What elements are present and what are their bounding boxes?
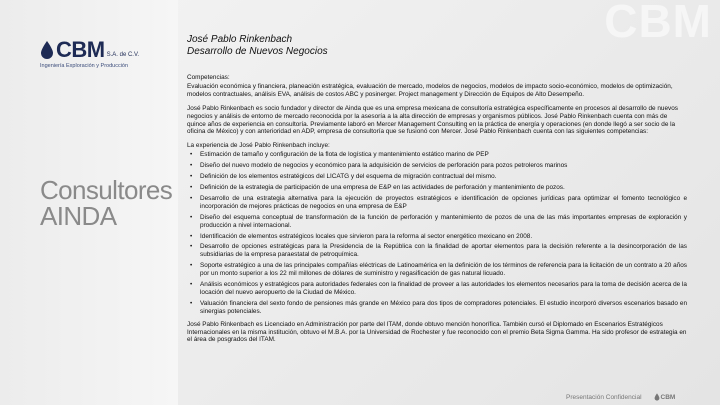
list-item: • Identificación de elementos estratégicos locales que sirvieron para la reforma al sector energético mexicano en 2008.	[187, 233, 687, 241]
footer	[566, 393, 675, 401]
experience-intro: La experiencia de José Pablo Rinkenbach incluye:	[187, 142, 330, 150]
oil-drop-icon	[40, 40, 54, 60]
person-name: José Pablo Rinkenbach	[187, 34, 293, 45]
list-item: • Análisis económicos y estratégicos para autoridades federales con la finalidad de proveer a las autoridades los elementos necesarios para la toma de decisión acerca de la locación del nuevo aeropuerto de la Ciudad de México.	[187, 281, 687, 297]
logo-suffix: S.A. de C.V.	[106, 52, 140, 58]
list-item: • Definición de la estrategia de participación de una empresa de E&P en las actividades de perforación y mantenimiento de pozos.	[187, 184, 687, 192]
consultores-ainda	[40, 177, 172, 229]
footer-brand	[654, 393, 676, 401]
logo-tagline: Ingeniería Exploración y Producción	[40, 63, 129, 69]
list-item: • Definición de los elementos estratégicos del LICATG y del esquema de migración contractual del mismo.	[187, 173, 687, 181]
bio-text: José Pablo Rinkenbach es socio fundador y director de Ainda que es una empresa mexicana de consultoría estratégica específicamente en procesos al desarrollo de nuevos negocios y análisis de entorno de mercado reconocida por la asesoría a la alta dirección de empresas y organismos públicos. José Pablo Rinkenbach cuenta con más de quince años de experiencia en consultoría. Previamente laboró en Mercer Management Consulting en la práctica de energía y operaciones (en donde llegó a ser socio de la oficina de México) y con anterioridad en ADP, empresa de consultoría que se fusionó con Mercer. José Pablo Rinkenbach cuenta con las siguientes competencias:	[187, 104, 678, 136]
list-item: • Diseño del nuevo modelo de negocios y económico para la adquisición de servicios de perforación para pozos petroleros marinos	[187, 162, 687, 170]
list-item: • Desarrollo de una estrategia alternativa para la ejecución de proyectos estratégicos e identificación de opciones jurídicas para optimizar el fomento tecnológico e incorporación de mejores prácticas de negocios en una empresa de E&P	[187, 195, 687, 211]
experience-list	[187, 151, 687, 315]
closing-text: José Pablo Rinkenbach es Licenciado en Administración por parte del ITAM, donde obtuvo mención honorífica. También cursó el Diplomado en Escenarios Estratégicos Internacionales en la misma institución, obtuvo el M.B.A. por la Universidad de Rochester y fue reconocido con el premio Beta Sigma Gamma. Ha sido profesor de estrategia en el área de posgrados del ITAM.	[187, 320, 687, 344]
cbm-watermark: CBM	[604, 0, 712, 47]
confidential-label: Presentación Confidencial	[566, 393, 642, 401]
footer-brand-text: CBM	[660, 393, 676, 401]
logo-row	[40, 37, 170, 62]
list-item: • Estimación de tamaño y configuración de la flota de logística y mantenimiento estático marino de PEP	[187, 151, 687, 159]
oil-drop-icon	[654, 393, 660, 401]
competencias-title: Competencias:	[187, 74, 230, 81]
cbm-logo	[40, 37, 170, 80]
list-item: • Valuación financiera del sexto fondo de pensiones más grande en México para dos tipos de compradores potenciales. El estudio incorporó diversos escenarios basado en sinergias potenciales.	[187, 300, 687, 316]
consultores-line1: Consultores	[40, 175, 173, 205]
consultores-line2: AINDA	[40, 201, 117, 231]
list-item: • Soporte estratégico a una de las principales compañías eléctricas de Latinoamérica en la definición de los términos de referencia para la licitación de un contrato a 20 años por un monto superior a los 22 mil millones de dólares de suministro y regasificación de gas natural licuado.	[187, 262, 687, 278]
list-item: • Desarrollo de opciones estratégicas para la Presidencia de la República con la finalidad de aportar elementos para la decisión referente a la desincorporación de las subsidiarias de la empresa paraestatal de petroquímica.	[187, 243, 687, 259]
logo-brand: CBM	[56, 37, 105, 62]
content	[187, 74, 687, 350]
competencias-text: Evaluación económica y financiera, planeación estratégica, evaluación de mercado, modelos de negocios, modelos de impacto socio-económico, modelos de optimización, modelos contractuales, análisis EVA, análisis de costos ABC y posinerger. Project management y Dirección de Equipos de Alto Desempeño.	[187, 82, 673, 98]
header	[187, 34, 328, 58]
list-item: • Diseño del esquema conceptual de transformación de la función de perforación y mantenimiento de pozos de una de las más importantes empresas de exploración y producción a nivel internacional.	[187, 214, 687, 230]
person-role: Desarrollo de Nuevos Negocios	[187, 46, 328, 57]
